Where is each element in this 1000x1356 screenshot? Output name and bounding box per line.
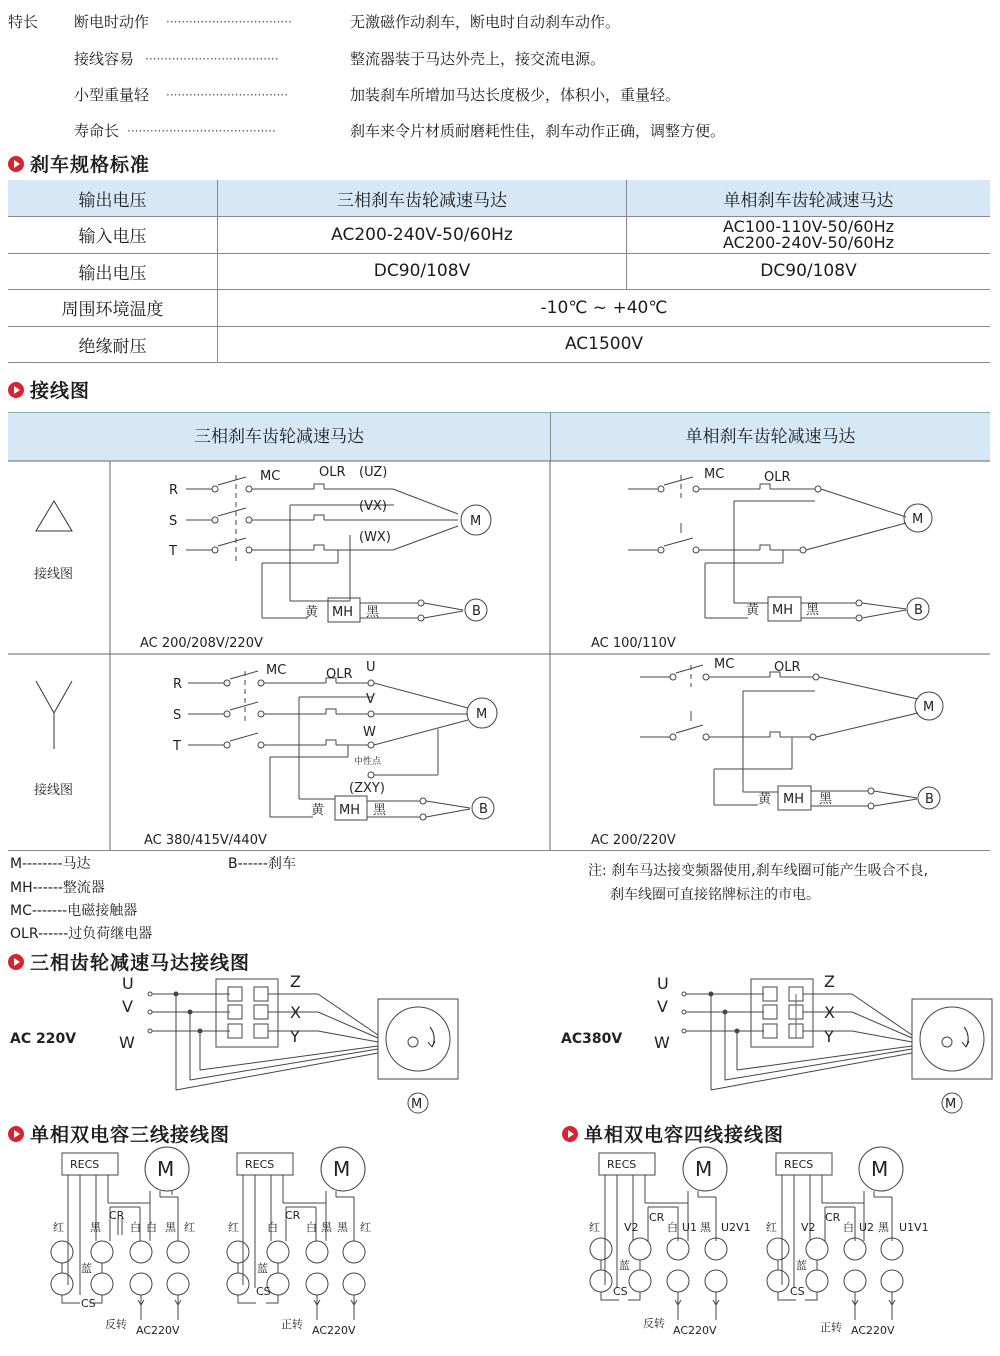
label-v: V <box>122 997 133 1016</box>
ac-label: AC220V <box>851 1324 895 1337</box>
wire-red: 红 <box>184 1221 195 1234</box>
label-mc: MC <box>704 467 725 482</box>
spec-table <box>8 180 990 363</box>
section-single-4wire-title: 单相双电容四线接线图 <box>562 1120 784 1147</box>
left-voltage: AC 220V <box>10 1031 77 1047</box>
spec-cell <box>627 217 991 254</box>
spec-cell-line: AC200-240V-50/60Hz <box>722 232 894 252</box>
cr-label: CR <box>825 1211 841 1224</box>
label-yellow: 黄 <box>305 605 319 620</box>
motor-label: M <box>912 512 924 527</box>
label-z: Z <box>290 972 301 991</box>
label-z: Z <box>824 972 835 991</box>
cs-label: CS <box>613 1285 628 1298</box>
cr-label: CR <box>109 1209 125 1222</box>
label-neutral: 中性点 <box>354 757 382 767</box>
brake-label: B <box>925 792 934 807</box>
feature-name-4: 寿命长 <box>74 122 120 140</box>
direction-forward: 正转 <box>281 1318 303 1331</box>
wiring-col-header-single: 单相刹车齿轮减速马达 <box>551 413 990 461</box>
delta-three-circuit <box>186 475 491 622</box>
feature-name-2: 接线容易 <box>74 50 135 68</box>
wire-blue: 蓝 <box>796 1259 807 1272</box>
wire-red: 红 <box>589 1221 600 1234</box>
section-spec-title: 刹车规格标准 <box>8 150 150 177</box>
label-x: X <box>824 1003 835 1022</box>
label-u: U <box>657 974 669 993</box>
wiring-diagrams <box>8 413 990 850</box>
star-three-circuit <box>188 671 497 820</box>
spec-cell: DC90/108V <box>218 253 627 290</box>
label-w: W <box>119 1033 135 1052</box>
legend-mc: MC-------电磁接触器 <box>10 903 138 919</box>
wire-red: 红 <box>53 1221 64 1234</box>
bullet-icon <box>8 156 24 172</box>
recs-label: RECS <box>784 1158 814 1171</box>
wire-u1v1: U1V1 <box>899 1221 929 1234</box>
spec-header-row <box>8 180 990 217</box>
label-yellow: 黄 <box>311 803 325 818</box>
label-black: 黑 <box>373 803 387 818</box>
feature-dots-4: ······································· <box>127 124 276 138</box>
label-s: S <box>173 708 182 723</box>
label-v: V <box>366 692 375 707</box>
three-phase-left <box>148 979 458 1113</box>
legend-mh: MH------整流器 <box>10 880 105 896</box>
note-line-1: 注: 刹车马达接变频器使用,刹车线圈可能产生吸合不良, <box>588 863 929 879</box>
side-label-delta: 接线图 <box>34 567 74 582</box>
spec-row-label: 绝缘耐压 <box>8 326 218 363</box>
ac-label: AC220V <box>673 1324 717 1337</box>
wire-u2: U2 <box>859 1221 875 1234</box>
spec-cell: AC200-240V-50/60Hz <box>218 217 627 254</box>
wiring-panel <box>8 412 990 851</box>
motor-label: M <box>157 1157 175 1181</box>
spec-cell-line: AC100-110V-50/60Hz <box>722 216 894 236</box>
wire-white: 白 <box>267 1221 278 1234</box>
capacitor-diagrams <box>0 1145 1000 1350</box>
wire-white: 白 <box>843 1221 854 1234</box>
label-olr: OLR <box>326 667 353 682</box>
label-olr: OLR <box>774 660 801 675</box>
wire-black: 黑 <box>165 1221 176 1234</box>
spec-header-cell: 输出电压 <box>8 180 218 217</box>
spec-cell: -10℃ ~ +40℃ <box>218 290 991 327</box>
spec-row <box>8 326 990 363</box>
bullet-icon <box>8 1126 24 1142</box>
wire-red: 红 <box>766 1221 777 1234</box>
cs-label: CS <box>256 1285 271 1298</box>
label-y: Y <box>824 1027 834 1046</box>
label-mc: MC <box>714 657 735 672</box>
wire-black: 黑 <box>321 1221 332 1234</box>
wire-black: 黑 <box>90 1221 101 1234</box>
star-single-voltage: AC 200/220V <box>591 833 676 848</box>
spec-header-cell: 三相刹车齿轮减速马达 <box>218 180 627 217</box>
spec-row-label: 周围环境温度 <box>8 290 218 327</box>
wire-blue: 蓝 <box>81 1262 92 1275</box>
label-black: 黑 <box>366 605 380 620</box>
note-line-2: 刹车线圈可直接铭牌标注的市电。 <box>610 887 820 903</box>
feature-name-1: 断电时动作 <box>74 13 150 31</box>
bullet-icon <box>562 1126 578 1142</box>
motor-label: M <box>923 700 935 715</box>
wire-white: 白 <box>667 1221 678 1234</box>
section-three-phase-title: 三相齿轮减速马达接线图 <box>8 948 250 975</box>
motor-label: M <box>871 1157 889 1181</box>
motor-label: M <box>470 514 482 529</box>
legend-olr: OLR------过负荷继电器 <box>10 926 153 942</box>
label-y: Y <box>290 1027 300 1046</box>
ac-label: AC220V <box>312 1324 356 1337</box>
label-u: U <box>122 974 134 993</box>
feature-desc-2: 整流器装于马达外壳上，接交流电源。 <box>350 50 606 68</box>
star-voltage: AC 380/415V/440V <box>144 833 267 848</box>
label-x: X <box>290 1003 301 1022</box>
label-r: R <box>173 677 183 692</box>
wire-white: 白 <box>130 1221 141 1234</box>
three-phase-right <box>682 979 992 1113</box>
wiring-col-header-three: 三相刹车齿轮减速马达 <box>8 413 551 461</box>
brake-label: B <box>472 604 481 619</box>
brake-label: B <box>479 802 488 817</box>
direction-forward: 正转 <box>820 1321 842 1334</box>
spec-row-label: 输出电压 <box>8 253 218 290</box>
section-wiring-title: 接线图 <box>8 376 90 403</box>
motor-label: M <box>411 1097 423 1112</box>
wire-blue: 蓝 <box>619 1259 630 1272</box>
label-olr: OLR <box>319 465 346 480</box>
label-mc: MC <box>260 469 281 484</box>
motor-label: M <box>476 707 488 722</box>
feature-name-3: 小型重量轻 <box>74 86 150 104</box>
wire-white: 白 <box>146 1221 157 1234</box>
label-w: W <box>654 1033 670 1052</box>
motor-label: M <box>333 1157 351 1181</box>
direction-reverse: 反转 <box>643 1317 665 1330</box>
side-label-star: 接线图 <box>34 783 74 798</box>
wire-v2: V2 <box>624 1221 639 1234</box>
feature-desc-1: 无激磁作动刹车，断电时自动刹车动作。 <box>350 13 621 31</box>
label-s: S <box>169 514 178 529</box>
label-r: R <box>169 483 179 498</box>
cs-label: CS <box>790 1285 805 1298</box>
wire-black: 黑 <box>700 1221 711 1234</box>
label-mh: MH <box>772 603 793 618</box>
recs-label: RECS <box>245 1158 275 1171</box>
star-single-circuit <box>640 665 943 810</box>
ac-label: AC220V <box>136 1324 180 1337</box>
wire-red: 红 <box>228 1221 239 1234</box>
label-black: 黑 <box>806 603 820 618</box>
label-mh: MH <box>339 803 360 818</box>
direction-reverse: 反转 <box>105 1318 127 1331</box>
wire-white: 白 <box>306 1221 317 1234</box>
wire-blue: 蓝 <box>257 1262 268 1275</box>
label-v: V <box>657 997 668 1016</box>
motor-label: M <box>695 1157 713 1181</box>
spec-row <box>8 290 990 327</box>
spec-row <box>8 253 990 290</box>
label-yellow: 黄 <box>746 603 760 618</box>
delta-voltage: AC 200/208V/220V <box>140 636 263 651</box>
motor-label: M <box>945 1097 957 1112</box>
spec-header-cell: 单相刹车齿轮减速马达 <box>627 180 991 217</box>
label-mc: MC <box>266 663 287 678</box>
feature-desc-4: 刹车来令片材质耐磨耗性佳，刹车动作正确，调整方便。 <box>350 122 726 140</box>
feature-dots-1: ································· <box>166 15 292 29</box>
feature-dots-2: ··································· <box>145 52 279 66</box>
spec-row-label: 输入电压 <box>8 217 218 254</box>
wire-v2: V2 <box>801 1221 816 1234</box>
cr-label: CR <box>649 1211 665 1224</box>
delta-single-circuit <box>628 475 932 621</box>
wire-black: 黑 <box>337 1221 348 1234</box>
wire-black: 黑 <box>878 1221 889 1234</box>
label-wx: (WX) <box>359 530 391 545</box>
label-u: U <box>366 660 376 675</box>
delta-single-voltage: AC 100/110V <box>591 636 676 651</box>
three-phase-diagrams <box>0 965 1000 1115</box>
brake-label: B <box>914 603 923 618</box>
label-t: T <box>173 739 181 754</box>
recs-label: RECS <box>70 1158 100 1171</box>
recs-label: RECS <box>607 1158 637 1171</box>
label-olr: OLR <box>764 470 791 485</box>
wire-u2v1: U2V1 <box>721 1221 751 1234</box>
label-w: W <box>363 725 376 740</box>
cs-label: CS <box>81 1297 96 1310</box>
feature-desc-3: 加装刹车所增加马达长度极少，体积小，重量轻。 <box>350 86 681 104</box>
label-uz: (UZ) <box>359 465 388 480</box>
legend-b: B------刹车 <box>228 856 296 872</box>
section-single-3wire-title: 单相双电容三线接线图 <box>8 1120 230 1147</box>
label-vx: (VX) <box>359 499 387 514</box>
label-t: T <box>169 544 177 559</box>
legend-m: M--------马达 <box>10 856 91 872</box>
wire-u1: U1 <box>682 1221 698 1234</box>
bullet-icon <box>8 382 24 398</box>
features-label: 特长 <box>8 13 39 31</box>
spec-cell: AC1500V <box>218 326 991 363</box>
cr-label: CR <box>285 1209 301 1222</box>
label-zxy: (ZXY) <box>349 781 385 796</box>
spec-row <box>8 217 990 254</box>
label-mh: MH <box>332 605 353 620</box>
feature-dots-3: ································ <box>166 88 289 102</box>
wire-red: 红 <box>360 1221 371 1234</box>
label-mh: MH <box>783 792 804 807</box>
label-yellow: 黄 <box>758 792 772 807</box>
right-voltage: AC380V <box>561 1031 623 1047</box>
label-black: 黑 <box>819 792 833 807</box>
spec-cell: DC90/108V <box>627 253 991 290</box>
